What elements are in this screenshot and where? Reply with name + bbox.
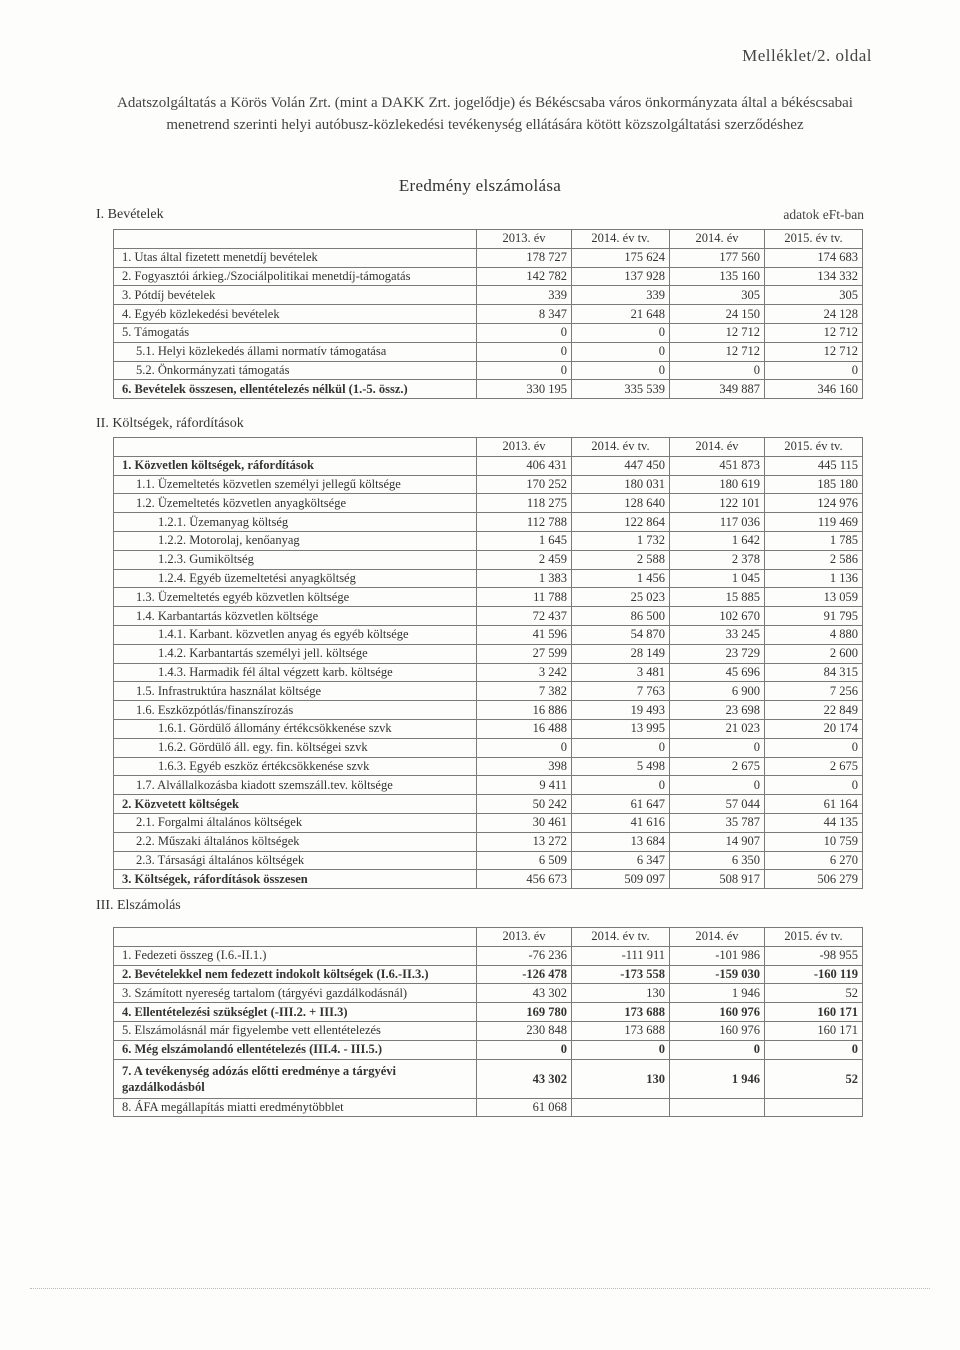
col-header: 2014. év tv. (572, 928, 670, 947)
table-row (114, 984, 863, 1003)
value-cell: 2 675 (670, 757, 765, 776)
table-row (114, 456, 863, 475)
row-label: 3. Számított nyereség tartalom (tárgyévi gazdálkodásnál) (114, 984, 477, 1003)
row-label: 1.4.2. Karbantartás személyi jell. költsége (114, 644, 477, 663)
value-cell: 61 647 (572, 795, 670, 814)
value-cell: 2 586 (765, 550, 863, 569)
value-cell: 398 (477, 757, 572, 776)
value-cell: 1 732 (572, 531, 670, 550)
value-cell (572, 1098, 670, 1117)
value-cell: 173 688 (572, 1021, 670, 1040)
table-row (114, 738, 863, 757)
value-cell: 23 729 (670, 644, 765, 663)
value-cell: 174 683 (765, 248, 863, 267)
value-cell: 6 350 (670, 851, 765, 870)
row-label: 1.7. Alvállalkozásba kiadott szemszáll.tev. költsége (114, 776, 477, 795)
col-header: 2014. év tv. (572, 438, 670, 457)
value-cell: 33 245 (670, 625, 765, 644)
row-label: 1.2. Üzemeltetés közvetlen anyagköltsége (114, 494, 477, 513)
table-row (114, 1098, 863, 1117)
row-label: 2.2. Műszaki általános költségek (114, 832, 477, 851)
value-cell: 24 150 (670, 305, 765, 324)
value-cell: -159 030 (670, 965, 765, 984)
value-cell: 177 560 (670, 248, 765, 267)
revenue-table (113, 229, 863, 399)
value-cell: 91 795 (765, 607, 863, 626)
value-cell: 12 712 (670, 342, 765, 361)
value-cell: 2 600 (765, 644, 863, 663)
value-cell: 2 378 (670, 550, 765, 569)
row-label: 8. ÁFA megállapítás miatti eredménytöbblet (114, 1098, 477, 1117)
col-header: 2013. év (477, 438, 572, 457)
table-row (114, 832, 863, 851)
scan-artifact-line (30, 1288, 930, 1289)
value-cell: 20 174 (765, 719, 863, 738)
value-cell: 28 149 (572, 644, 670, 663)
value-cell: 35 787 (670, 813, 765, 832)
value-cell: 45 696 (670, 663, 765, 682)
value-cell: 2 459 (477, 550, 572, 569)
value-cell: 346 160 (765, 380, 863, 399)
value-cell: 22 849 (765, 701, 863, 720)
table-row (114, 682, 863, 701)
row-label: 4. Egyéb közlekedési bevételek (114, 305, 477, 324)
value-cell: 23 698 (670, 701, 765, 720)
value-cell: 30 461 (477, 813, 572, 832)
table-row (114, 813, 863, 832)
value-cell: 122 101 (670, 494, 765, 513)
value-cell: 16 886 (477, 701, 572, 720)
value-cell: 72 437 (477, 607, 572, 626)
header-blank-cell (114, 438, 477, 457)
value-cell: 54 870 (572, 625, 670, 644)
value-cell: 0 (765, 776, 863, 795)
value-cell: 6 347 (572, 851, 670, 870)
value-cell: -98 955 (765, 946, 863, 965)
row-label: 2. Bevételekkel nem fedezett indokolt költségek (I.6.-II.3.) (114, 965, 477, 984)
value-cell: 1 456 (572, 569, 670, 588)
costs-table (113, 437, 863, 889)
row-label: 1.2.1. Üzemanyag költség (114, 513, 477, 532)
value-cell: 335 539 (572, 380, 670, 399)
table-row (114, 946, 863, 965)
value-cell: 0 (477, 361, 572, 380)
value-cell: 13 995 (572, 719, 670, 738)
row-label: 1.2.2. Motorolaj, kenőanyag (114, 531, 477, 550)
value-cell: 406 431 (477, 456, 572, 475)
value-cell: 41 596 (477, 625, 572, 644)
value-cell: 102 670 (670, 607, 765, 626)
value-cell: 13 059 (765, 588, 863, 607)
value-cell: 15 885 (670, 588, 765, 607)
value-cell: 160 171 (765, 1021, 863, 1040)
row-label: 1.4.3. Harmadik fél által végzett karb. költsége (114, 663, 477, 682)
value-cell: 21 023 (670, 719, 765, 738)
row-label: 1.5. Infrastruktúra használat költsége (114, 682, 477, 701)
unit-note: adatok eFt-ban (783, 207, 864, 222)
value-cell: 1 946 (670, 1059, 765, 1098)
table-row (114, 965, 863, 984)
row-label: 3. Pótdíj bevételek (114, 286, 477, 305)
table-row (114, 1040, 863, 1059)
col-header: 2014. év (670, 928, 765, 947)
value-cell: 1 045 (670, 569, 765, 588)
table-row (114, 795, 863, 814)
value-cell: 52 (765, 1059, 863, 1098)
value-cell: 169 780 (477, 1003, 572, 1022)
document-title: Eredmény elszámolása (398, 176, 562, 195)
table-row (114, 531, 863, 550)
value-cell: 130 (572, 984, 670, 1003)
value-cell: 0 (477, 1040, 572, 1059)
value-cell: 180 619 (670, 475, 765, 494)
col-header: 2014. év (670, 438, 765, 457)
value-cell: 8 347 (477, 305, 572, 324)
table-row (114, 475, 863, 494)
row-label: 2. Fogyasztói árkieg./Szociálpolitikai menetdíj-támogatás (114, 267, 477, 286)
table-row (114, 870, 863, 889)
value-cell: 12 712 (670, 323, 765, 342)
value-cell: 230 848 (477, 1021, 572, 1040)
value-cell: 27 599 (477, 644, 572, 663)
value-cell: 0 (572, 323, 670, 342)
value-cell: 0 (477, 323, 572, 342)
value-cell: 13 684 (572, 832, 670, 851)
value-cell: 305 (765, 286, 863, 305)
value-cell: 13 272 (477, 832, 572, 851)
value-cell: 180 031 (572, 475, 670, 494)
row-label: 5. Elszámolásnál már figyelembe vett ellentételezés (114, 1021, 477, 1040)
value-cell: 57 044 (670, 795, 765, 814)
col-header: 2015. év tv. (765, 928, 863, 947)
value-cell: 0 (572, 738, 670, 757)
value-cell: 137 928 (572, 267, 670, 286)
table-row (114, 513, 863, 532)
row-label: 1. Utas által fizetett menetdíj bevételek (114, 248, 477, 267)
table-row (114, 663, 863, 682)
row-label: 3. Költségek, ráfordítások összesen (114, 870, 477, 889)
page-label: Melléklet/2. oldal (742, 46, 872, 65)
value-cell: 0 (670, 1040, 765, 1059)
value-cell: 6 900 (670, 682, 765, 701)
table-header-row (114, 230, 863, 249)
value-cell: 50 242 (477, 795, 572, 814)
value-cell: 451 873 (670, 456, 765, 475)
value-cell: 1 642 (670, 531, 765, 550)
col-header: 2014. év (670, 230, 765, 249)
value-cell: 24 128 (765, 305, 863, 324)
row-label: 1.6.2. Gördülő áll. egy. fin. költségei szvk (114, 738, 477, 757)
value-cell: -76 236 (477, 946, 572, 965)
value-cell: 160 171 (765, 1003, 863, 1022)
value-cell: 160 976 (670, 1003, 765, 1022)
value-cell: 170 252 (477, 475, 572, 494)
value-cell: 6 270 (765, 851, 863, 870)
col-header: 2014. év tv. (572, 230, 670, 249)
value-cell: 160 976 (670, 1021, 765, 1040)
value-cell: 119 469 (765, 513, 863, 532)
col-header: 2013. év (477, 928, 572, 947)
header-blank-cell (114, 230, 477, 249)
row-label: 7. A tevékenység adózás előtti eredménye a tárgyévi gazdálkodásból (114, 1059, 477, 1098)
value-cell: 25 023 (572, 588, 670, 607)
value-cell: 21 648 (572, 305, 670, 324)
value-cell (670, 1098, 765, 1117)
value-cell: 330 195 (477, 380, 572, 399)
value-cell: 11 788 (477, 588, 572, 607)
value-cell: 43 302 (477, 1059, 572, 1098)
value-cell: 61 164 (765, 795, 863, 814)
value-cell: 7 256 (765, 682, 863, 701)
value-cell: 0 (572, 1040, 670, 1059)
value-cell: 0 (670, 361, 765, 380)
value-cell: -160 119 (765, 965, 863, 984)
value-cell: 178 727 (477, 248, 572, 267)
value-cell: 2 675 (765, 757, 863, 776)
value-cell: 128 640 (572, 494, 670, 513)
row-label: 5.2. Önkormányzati támogatás (114, 361, 477, 380)
value-cell: 173 688 (572, 1003, 670, 1022)
col-header: 2013. év (477, 230, 572, 249)
row-label: 1.6.1. Gördülő állomány értékcsökkenése szvk (114, 719, 477, 738)
value-cell (765, 1098, 863, 1117)
table-row (114, 323, 863, 342)
value-cell: 4 880 (765, 625, 863, 644)
table-header-row (114, 438, 863, 457)
value-cell: 112 788 (477, 513, 572, 532)
value-cell: 0 (477, 738, 572, 757)
value-cell: 447 450 (572, 456, 670, 475)
row-label: 2.3. Társasági általános költségek (114, 851, 477, 870)
value-cell: 0 (670, 776, 765, 795)
value-cell: 0 (572, 361, 670, 380)
value-cell: 0 (572, 342, 670, 361)
row-label: 2.1. Forgalmi általános költségek (114, 813, 477, 832)
value-cell: 3 481 (572, 663, 670, 682)
value-cell: 175 624 (572, 248, 670, 267)
value-cell: 445 115 (765, 456, 863, 475)
col-header: 2015. év tv. (765, 438, 863, 457)
value-cell: 7 763 (572, 682, 670, 701)
value-cell: 84 315 (765, 663, 863, 682)
value-cell: 1 645 (477, 531, 572, 550)
value-cell: 0 (765, 738, 863, 757)
value-cell: 16 488 (477, 719, 572, 738)
value-cell: 0 (477, 342, 572, 361)
value-cell: 9 411 (477, 776, 572, 795)
value-cell: 12 712 (765, 342, 863, 361)
col-header: 2015. év tv. (765, 230, 863, 249)
table-row (114, 851, 863, 870)
table-row (114, 625, 863, 644)
value-cell: 86 500 (572, 607, 670, 626)
value-cell: 509 097 (572, 870, 670, 889)
row-label: 1. Fedezeti összeg (I.6.-II.1.) (114, 946, 477, 965)
table-row (114, 494, 863, 513)
value-cell: 118 275 (477, 494, 572, 513)
value-cell: 5 498 (572, 757, 670, 776)
table-row (114, 701, 863, 720)
value-cell: 0 (765, 1040, 863, 1059)
table-row (114, 644, 863, 663)
row-label: 1.6. Eszközpótlás/finanszírozás (114, 701, 477, 720)
row-label: 1.4. Karbantartás közvetlen költsége (114, 607, 477, 626)
table-row (114, 588, 863, 607)
value-cell: 6 509 (477, 851, 572, 870)
row-label: 1. Közvetlen költségek, ráfordítások (114, 456, 477, 475)
value-cell: 349 887 (670, 380, 765, 399)
row-label: 1.3. Üzemeltetés egyéb közvetlen költsége (114, 588, 477, 607)
table-row (114, 776, 863, 795)
table-row (114, 380, 863, 399)
settlement-table (113, 927, 863, 1117)
value-cell: 1 136 (765, 569, 863, 588)
value-cell: 122 864 (572, 513, 670, 532)
table-row (114, 248, 863, 267)
row-label: 1.4.1. Karbant. közvetlen anyag és egyéb költsége (114, 625, 477, 644)
row-label: 6. Még elszámolandó ellentételezés (III.4. - III.5.) (114, 1040, 477, 1059)
value-cell: 0 (572, 776, 670, 795)
intro-text: Adatszolgáltatás a Körös Volán Zrt. (mint a DAKK Zrt. jogelődje) és Békéscsaba város önkormányzata által a békéscsabai menetrend szerinti helyi autóbusz-közlekedési tevékenység ellátására kötött közszolgáltatási szerződéshez (117, 95, 853, 133)
table-row (114, 1021, 863, 1040)
value-cell: 7 382 (477, 682, 572, 701)
value-cell: 0 (765, 361, 863, 380)
table-row (114, 305, 863, 324)
table-row (114, 1003, 863, 1022)
value-cell: 41 616 (572, 813, 670, 832)
value-cell: 130 (572, 1059, 670, 1098)
value-cell: 14 907 (670, 832, 765, 851)
value-cell: 19 493 (572, 701, 670, 720)
value-cell: 2 588 (572, 550, 670, 569)
value-cell: 117 036 (670, 513, 765, 532)
value-cell: 135 160 (670, 267, 765, 286)
value-cell: 52 (765, 984, 863, 1003)
value-cell: 1 946 (670, 984, 765, 1003)
section-1-title: I. Bevételek (96, 207, 164, 222)
table-row (114, 342, 863, 361)
value-cell: 10 759 (765, 832, 863, 851)
section-3-title: III. Elszámolás (96, 898, 181, 913)
table-row (114, 267, 863, 286)
table-header-row (114, 928, 863, 947)
value-cell: 508 917 (670, 870, 765, 889)
table-row (114, 1059, 863, 1098)
table-row (114, 550, 863, 569)
section-2-title: II. Költségek, ráfordítások (96, 416, 244, 431)
value-cell: 1 383 (477, 569, 572, 588)
value-cell: 3 242 (477, 663, 572, 682)
row-label: 1.2.4. Egyéb üzemeltetési anyagköltség (114, 569, 477, 588)
value-cell: 134 332 (765, 267, 863, 286)
row-label: 2. Közvetett költségek (114, 795, 477, 814)
value-cell: 61 068 (477, 1098, 572, 1117)
row-label: 5. Támogatás (114, 323, 477, 342)
row-label: 6. Bevételek összesen, ellentételezés nélkül (1.-5. össz.) (114, 380, 477, 399)
row-label: 4. Ellentételezési szükséglet (-III.2. + III.3) (114, 1003, 477, 1022)
value-cell: 456 673 (477, 870, 572, 889)
row-label: 5.1. Helyi közlekedés állami normatív támogatása (114, 342, 477, 361)
value-cell: 0 (670, 738, 765, 757)
value-cell: -173 558 (572, 965, 670, 984)
row-label: 1.2.3. Gumiköltség (114, 550, 477, 569)
table-row (114, 569, 863, 588)
value-cell: 185 180 (765, 475, 863, 494)
value-cell: -111 911 (572, 946, 670, 965)
header-blank-cell (114, 928, 477, 947)
table-row (114, 361, 863, 380)
value-cell: 12 712 (765, 323, 863, 342)
row-label: 1.1. Üzemeltetés közvetlen személyi jellegű költsége (114, 475, 477, 494)
value-cell: 44 135 (765, 813, 863, 832)
table-row (114, 719, 863, 738)
table-row (114, 286, 863, 305)
value-cell: 43 302 (477, 984, 572, 1003)
table-row (114, 757, 863, 776)
value-cell: 1 785 (765, 531, 863, 550)
value-cell: 124 976 (765, 494, 863, 513)
value-cell: -126 478 (477, 965, 572, 984)
value-cell: 339 (477, 286, 572, 305)
value-cell: 506 279 (765, 870, 863, 889)
value-cell: 305 (670, 286, 765, 305)
table-row (114, 607, 863, 626)
row-label: 1.6.3. Egyéb eszköz értékcsökkenése szvk (114, 757, 477, 776)
value-cell: 142 782 (477, 267, 572, 286)
value-cell: 339 (572, 286, 670, 305)
value-cell: -101 986 (670, 946, 765, 965)
